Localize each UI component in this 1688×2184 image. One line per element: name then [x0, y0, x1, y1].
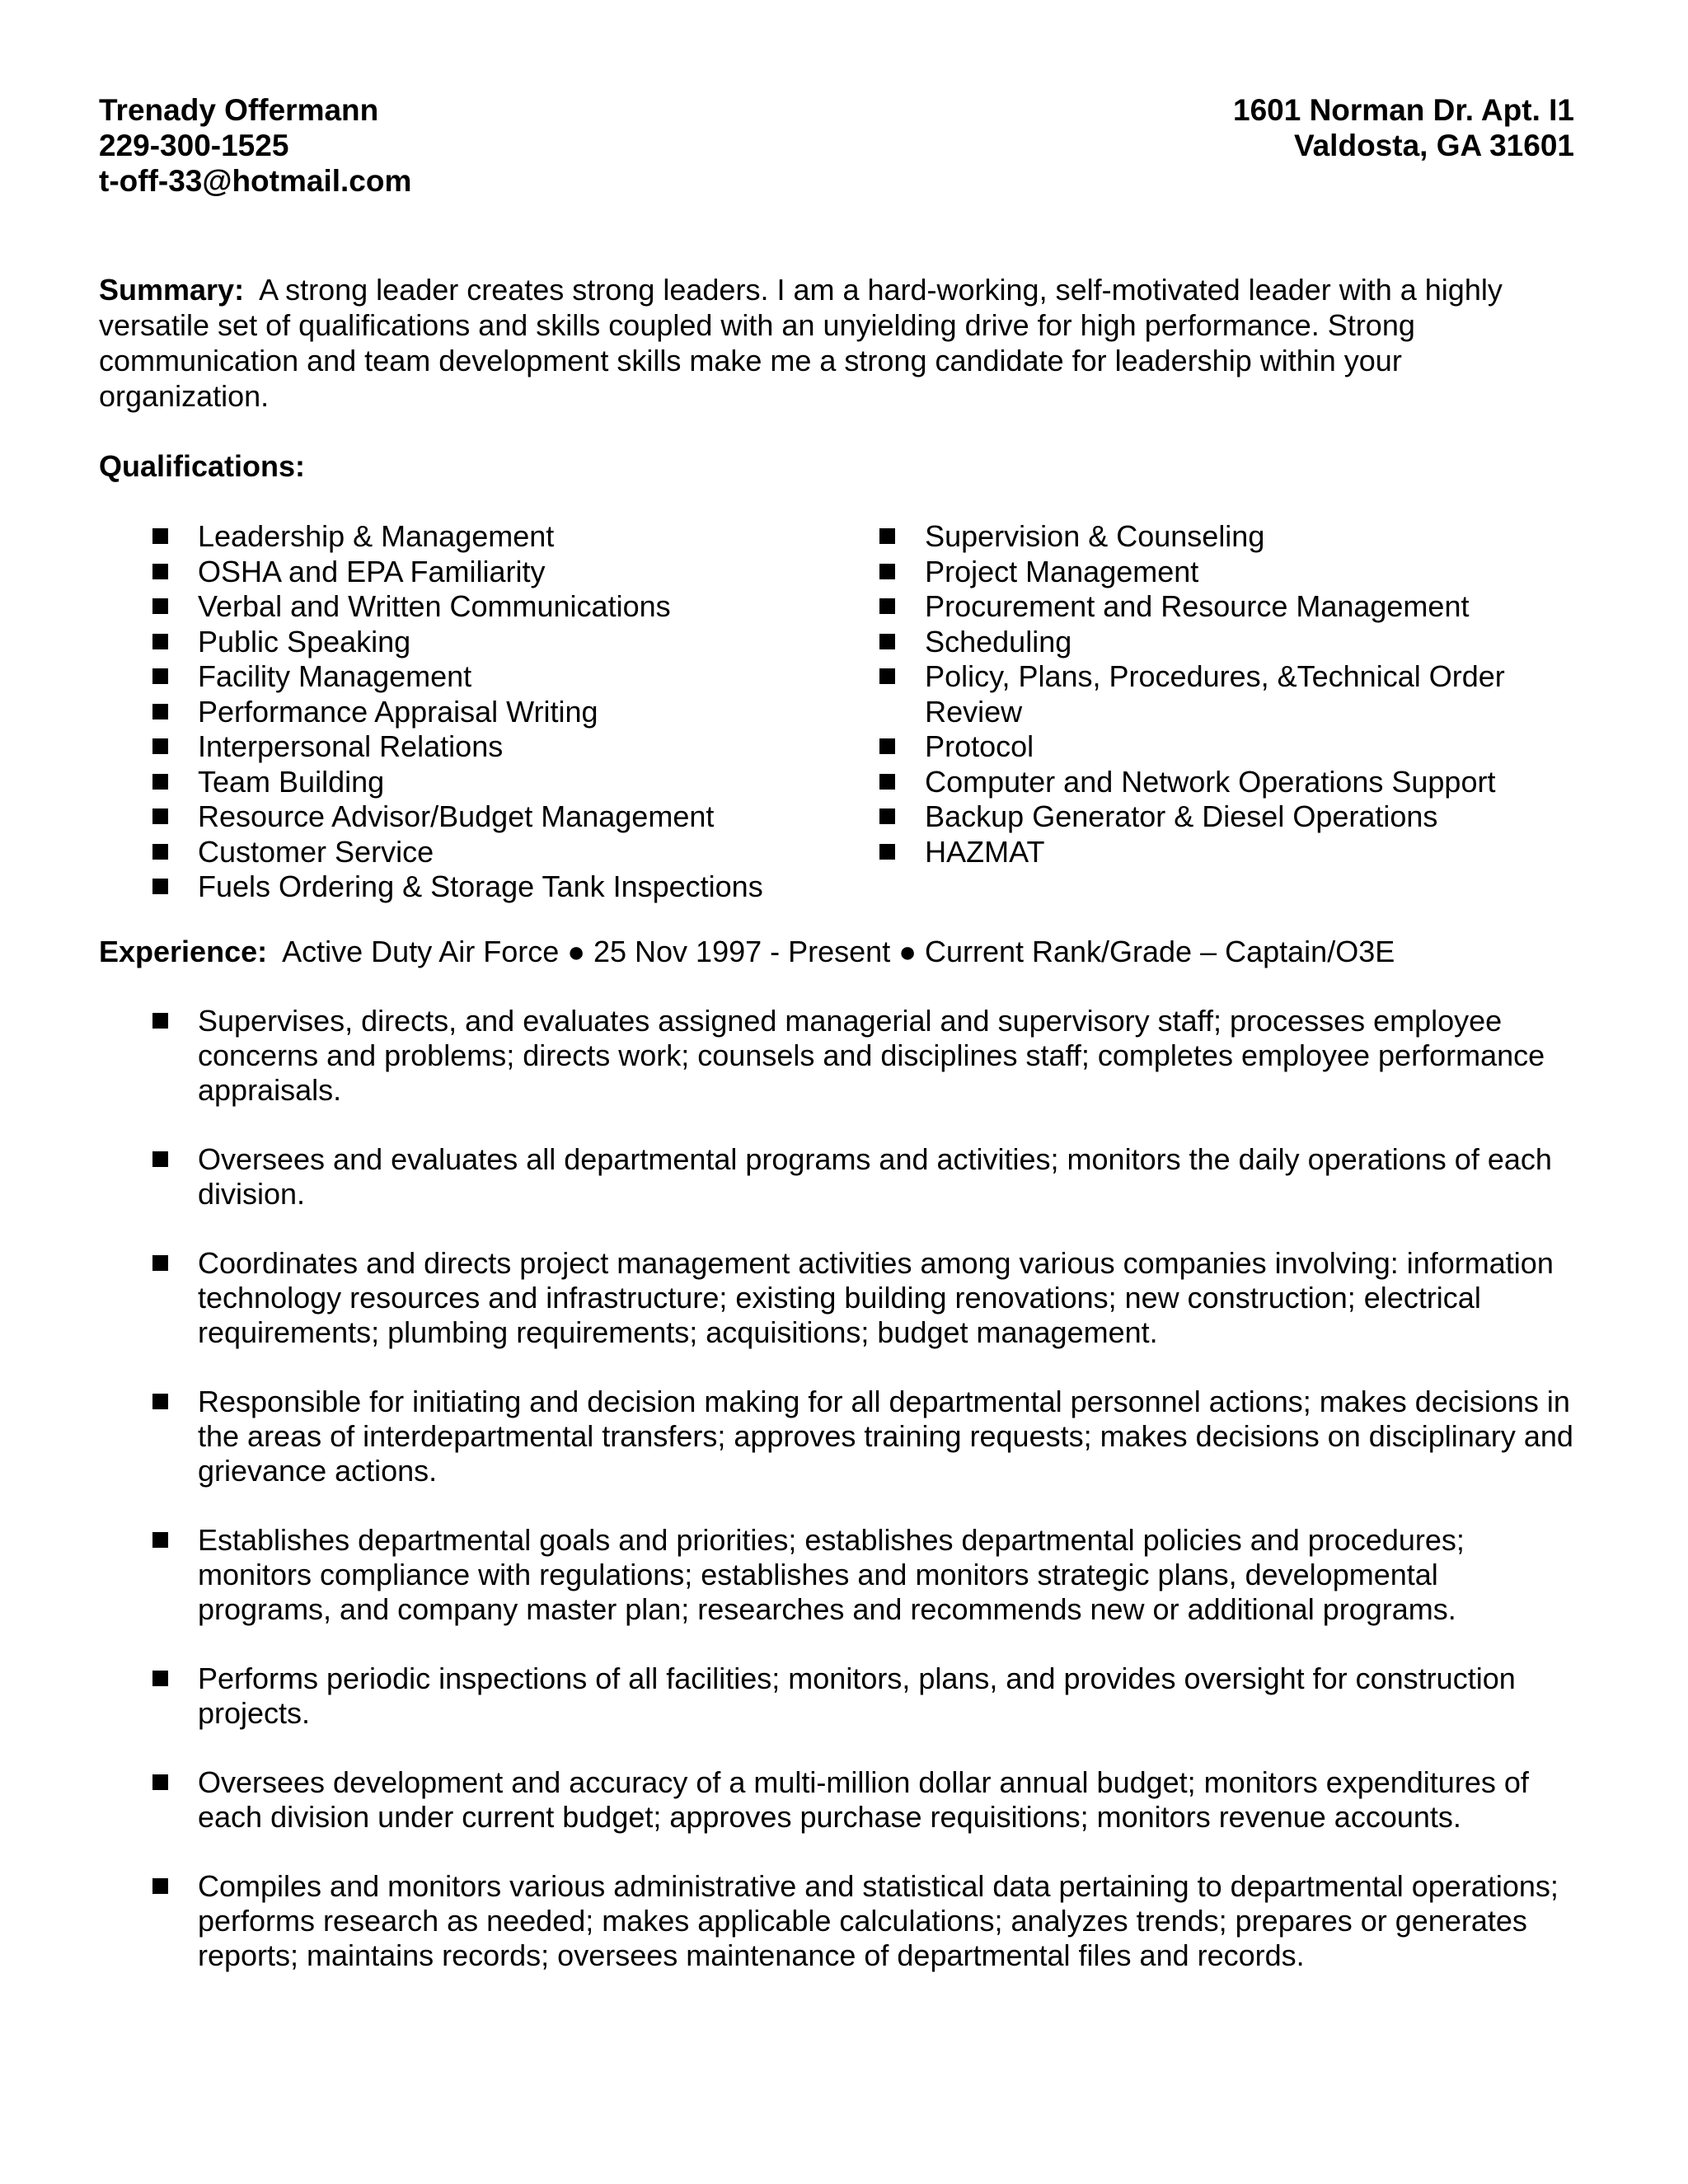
qualification-item	[152, 869, 879, 905]
qualification-text: HAZMAT	[925, 834, 1045, 869]
qualification-text: Policy, Plans, Procedures, &Technical Order Review	[925, 659, 1505, 729]
contact-header	[99, 92, 1574, 199]
square-bullet-icon	[152, 598, 168, 614]
qualification-item	[879, 799, 1574, 835]
square-bullet-icon	[152, 774, 168, 790]
square-bullet-icon	[879, 808, 895, 824]
contact-left	[99, 92, 411, 199]
qualification-text: Performance Appraisal Writing	[198, 694, 598, 729]
qualification-item	[879, 519, 1574, 555]
contact-right	[1233, 92, 1574, 199]
experience-item	[152, 1765, 1574, 1835]
square-bullet-icon	[152, 738, 168, 754]
experience-text: Compiles and monitors various administrative and statistical data pertaining to departmental operations; performs research as needed; makes applicable calculations; analyzes trends; prepares or generates reports; maintains records; oversees maintenance of departmental files and records.	[198, 1868, 1559, 1972]
square-bullet-icon	[152, 564, 168, 579]
square-bullet-icon	[152, 668, 168, 684]
qualification-text: Procurement and Resource Management	[925, 589, 1470, 623]
experience-text: Performs periodic inspections of all facilities; monitors, plans, and provides oversight for construction projects.	[198, 1661, 1516, 1730]
summary-label: Summary:	[99, 273, 245, 307]
qualification-text: Fuels Ordering & Storage Tank Inspections	[198, 869, 763, 903]
experience-text: Responsible for initiating and decision making for all departmental personnel actions; makes decisions in the areas of interdepartmental transfers; approves training requests; makes decisions on disciplinary and grievance actions.	[198, 1384, 1573, 1488]
experience-detail: Active Duty Air Force ● 25 Nov 1997 - Present ● Current Rank/Grade – Captain/O3E	[282, 934, 1395, 968]
square-bullet-icon	[152, 1394, 168, 1409]
qualification-item	[152, 765, 879, 800]
qualification-item	[879, 555, 1574, 590]
experience-label: Experience:	[99, 934, 268, 968]
qualification-item	[879, 659, 1574, 729]
square-bullet-icon	[152, 704, 168, 719]
qualifications-heading: Qualifications:	[99, 449, 306, 483]
candidate-name: Trenady Offermann	[99, 93, 379, 127]
qualification-item	[879, 765, 1574, 800]
qualification-text: Interpersonal Relations	[198, 729, 504, 763]
qualification-text: Supervision & Counseling	[925, 519, 1265, 553]
qualification-item	[152, 799, 879, 835]
qualification-item	[879, 835, 1574, 870]
square-bullet-icon	[152, 1671, 168, 1686]
qualification-item	[879, 729, 1574, 765]
qualification-item	[152, 555, 879, 590]
experience-item	[152, 1004, 1574, 1108]
qualification-text: Protocol	[925, 729, 1034, 763]
qualification-text: Backup Generator & Diesel Operations	[925, 799, 1438, 833]
experience-header	[99, 934, 1574, 969]
square-bullet-icon	[879, 738, 895, 754]
square-bullet-icon	[152, 1532, 168, 1548]
qualification-text: Facility Management	[198, 659, 472, 693]
qualification-text: Customer Service	[198, 834, 434, 869]
square-bullet-icon	[152, 1255, 168, 1271]
square-bullet-icon	[879, 564, 895, 579]
qualification-item	[152, 835, 879, 870]
qualification-item	[152, 729, 879, 765]
qualification-item	[879, 589, 1574, 625]
qualification-text: Leadership & Management	[198, 519, 555, 553]
qualifications-right-column	[879, 519, 1574, 905]
experience-item	[152, 1385, 1574, 1488]
square-bullet-icon	[152, 528, 168, 544]
experience-item	[152, 1523, 1574, 1627]
summary-section	[99, 272, 1574, 414]
qualification-item	[152, 589, 879, 625]
qualification-text: OSHA and EPA Familiarity	[198, 554, 546, 588]
experience-text: Oversees development and accuracy of a multi-million dollar annual budget; monitors expenditures of each division under current budget; approves purchase requisitions; monitors revenue accounts.	[198, 1765, 1529, 1834]
experience-item	[152, 1661, 1574, 1731]
qualification-text: Project Management	[925, 554, 1199, 588]
experience-text: Supervises, directs, and evaluates assigned managerial and supervisory staff; processes employee concerns and problems; directs work; counsels and disciplines staff; completes employee performance appraisals.	[198, 1003, 1545, 1107]
square-bullet-icon	[879, 774, 895, 790]
square-bullet-icon	[152, 879, 168, 894]
square-bullet-icon	[879, 844, 895, 860]
summary-text: A strong leader creates strong leaders. I am a hard-working, self-motivated leader with a highly versatile set of qualifications and skills coupled with an unyielding drive for high performance. Strong communication and team development skills make me a strong candidate for leadership within your organization.	[99, 273, 1503, 413]
qualification-item	[152, 625, 879, 660]
experience-item	[152, 1246, 1574, 1350]
square-bullet-icon	[152, 844, 168, 860]
square-bullet-icon	[879, 634, 895, 649]
experience-text: Oversees and evaluates all departmental programs and activities; monitors the daily operations of each division.	[198, 1141, 1552, 1211]
candidate-email: t-off-33@hotmail.com	[99, 164, 412, 198]
address-line-2: Valdosta, GA 31601	[1293, 129, 1574, 162]
square-bullet-icon	[879, 668, 895, 684]
experience-item	[152, 1142, 1574, 1212]
address-line-1: 1601 Norman Dr. Apt. I1	[1233, 93, 1574, 127]
square-bullet-icon	[152, 1774, 168, 1790]
experience-list	[99, 1004, 1574, 1973]
qualifications-grid	[99, 519, 1574, 905]
square-bullet-icon	[152, 634, 168, 649]
square-bullet-icon	[152, 808, 168, 824]
experience-item	[152, 1869, 1574, 1973]
square-bullet-icon	[879, 598, 895, 614]
qualification-text: Verbal and Written Communications	[198, 589, 671, 623]
qualification-text: Computer and Network Operations Support	[925, 764, 1496, 799]
qualification-text: Resource Advisor/Budget Management	[198, 799, 715, 833]
qualification-text: Team Building	[198, 764, 385, 799]
qualifications-left-column	[99, 519, 879, 905]
qualification-item	[152, 659, 879, 695]
qualification-item	[152, 519, 879, 555]
square-bullet-icon	[879, 528, 895, 544]
qualification-item	[152, 695, 879, 730]
square-bullet-icon	[152, 1878, 168, 1894]
experience-text: Coordinates and directs project management activities among various companies involving: information technology resources and infrastructure; existing building renovations; new construction; electrical requirements; plumbing requirements; acquisitions; budget management.	[198, 1245, 1554, 1349]
experience-text: Establishes departmental goals and priorities; establishes departmental policies and procedures; monitors compliance with regulations; establishes and monitors strategic plans, developmental programs, and company master plan; researches and recommends new or additional programs.	[198, 1522, 1465, 1626]
square-bullet-icon	[152, 1151, 168, 1167]
qualification-text: Scheduling	[925, 624, 1072, 658]
square-bullet-icon	[152, 1013, 168, 1029]
candidate-phone: 229-300-1525	[99, 129, 289, 162]
qualification-text: Public Speaking	[198, 624, 411, 658]
qualification-item	[879, 625, 1574, 660]
